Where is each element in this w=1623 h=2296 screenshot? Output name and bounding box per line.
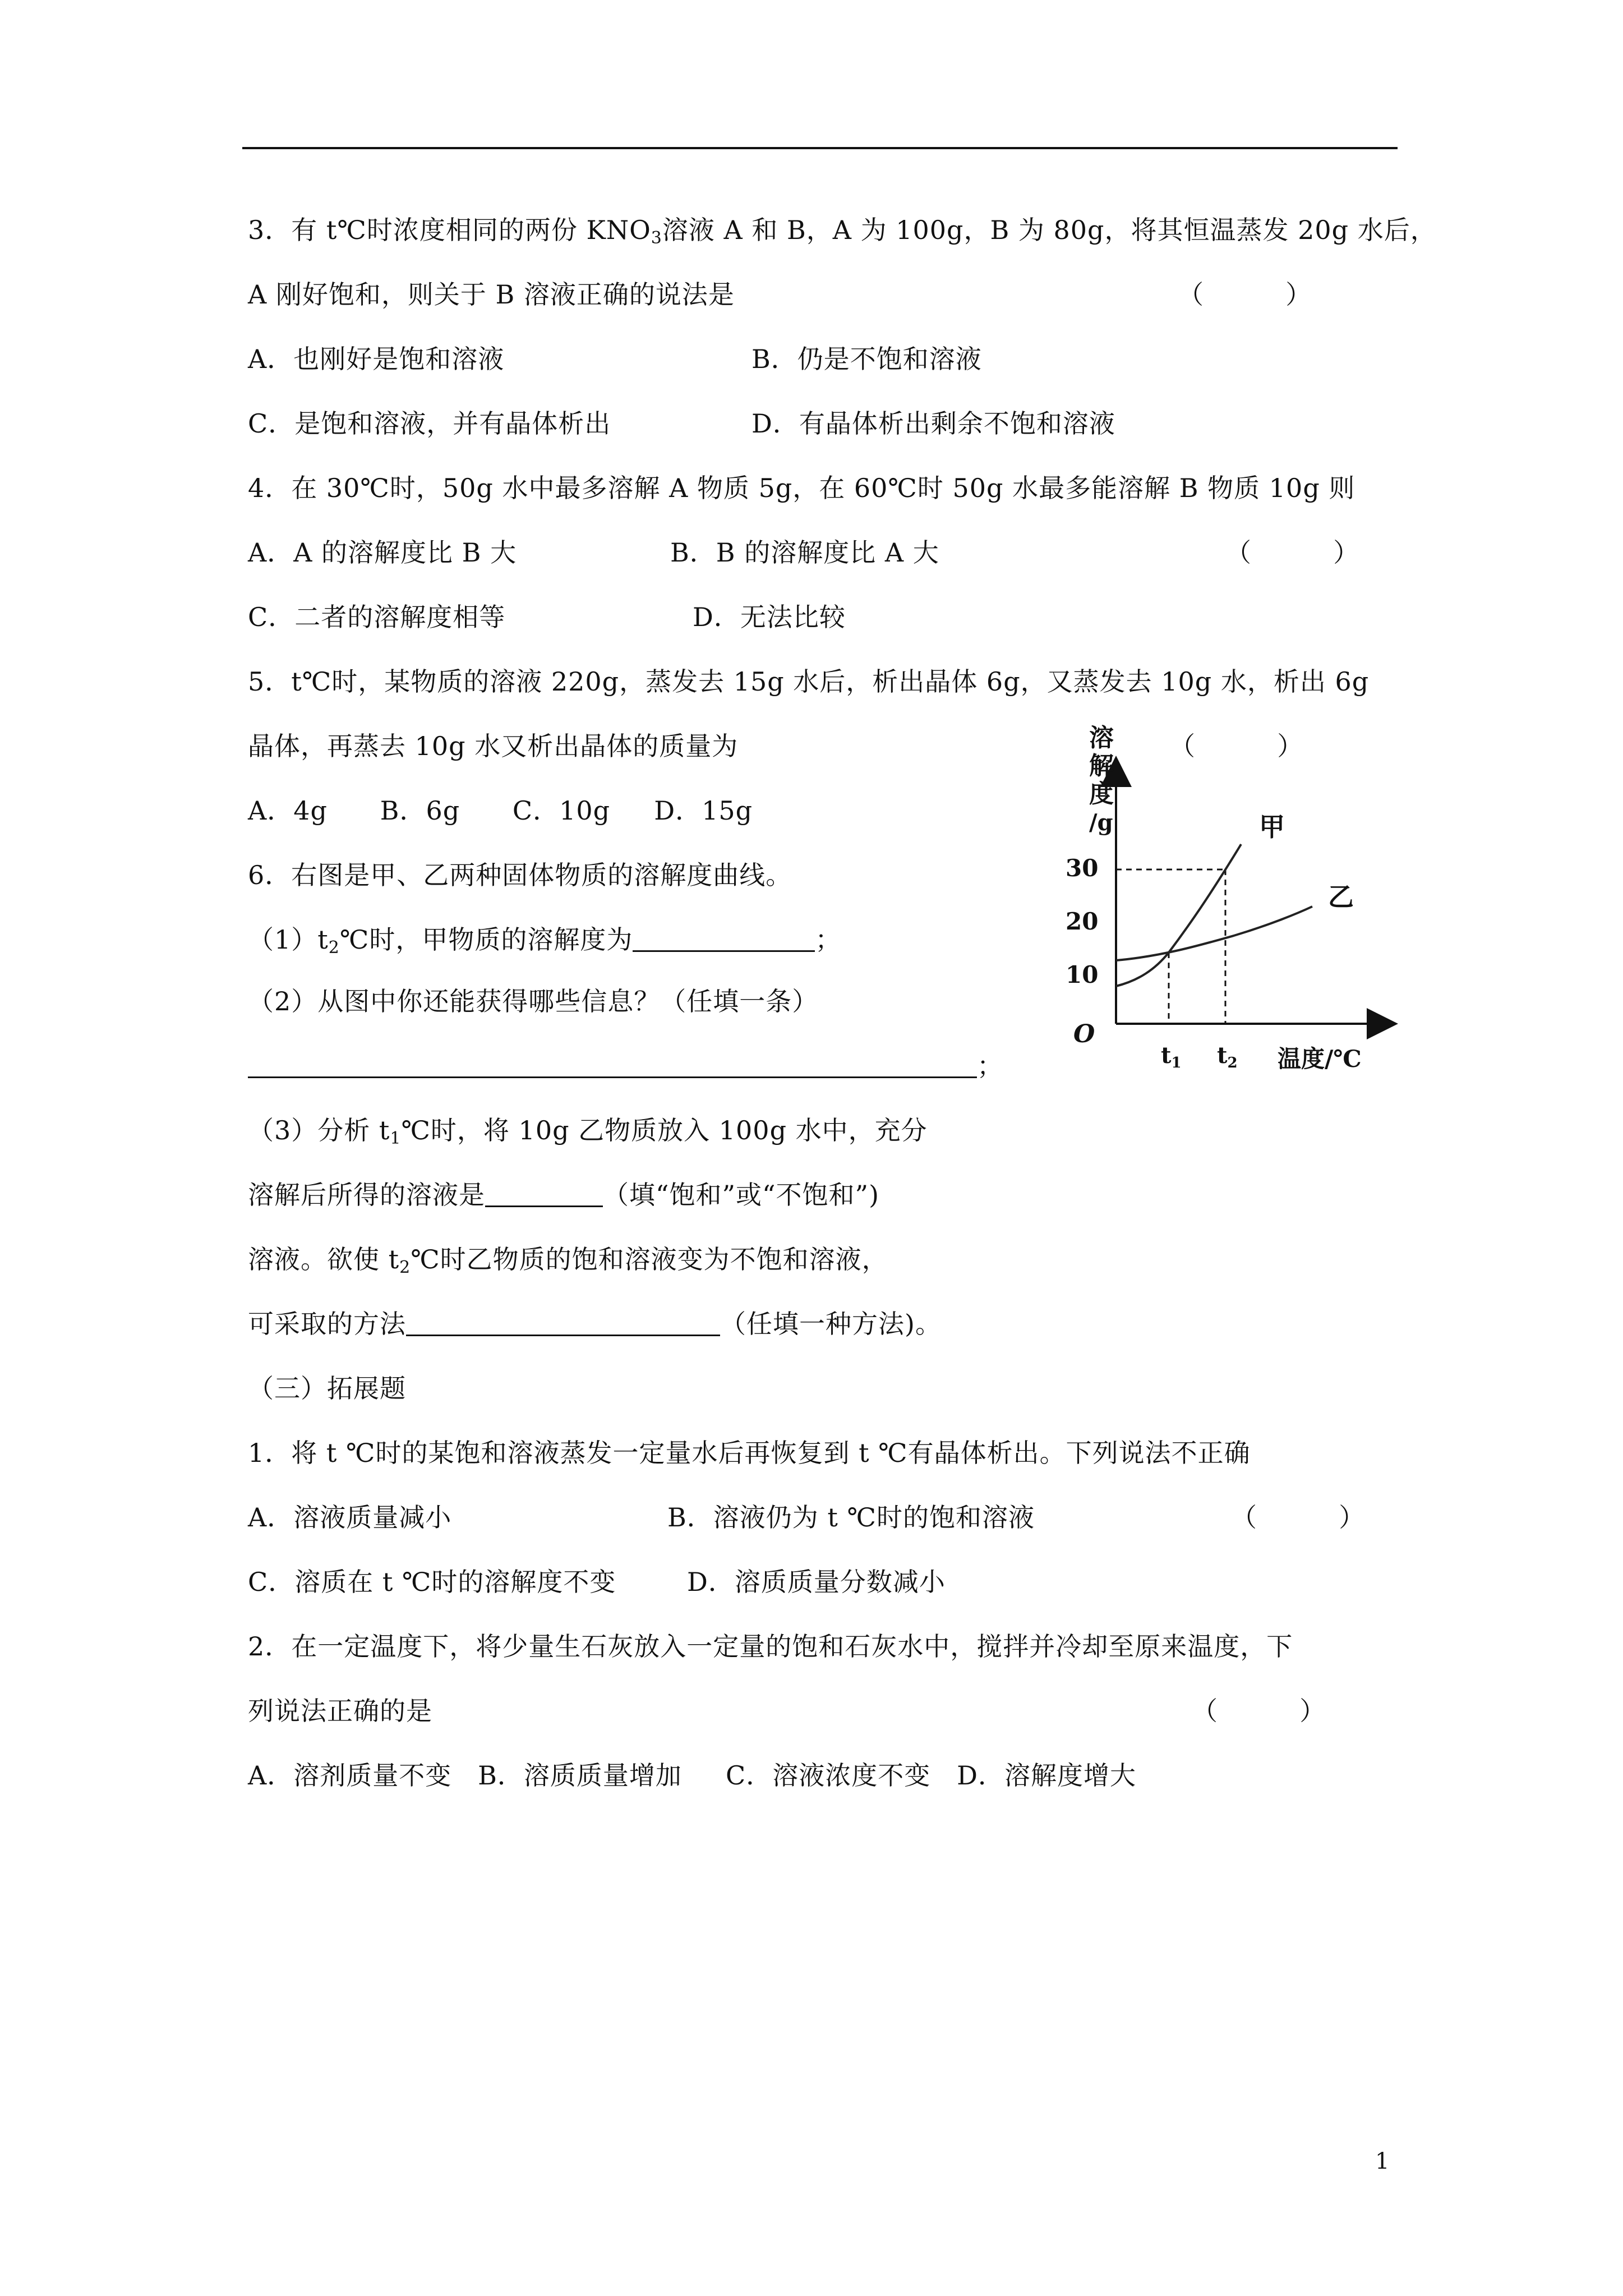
y-label-char-3: 度: [1089, 780, 1114, 808]
header-rule: [242, 147, 1398, 149]
ext2-answer-parens: （ ）: [1192, 1696, 1326, 1726]
q6-part3-method-blank[interactable]: [406, 1303, 720, 1336]
q3-answer-parens: （ ）: [1178, 279, 1312, 310]
q3-option-d: D．有晶体析出剩余不饱和溶液: [751, 408, 1115, 439]
curve-jia: [1116, 844, 1241, 986]
x-tick-t2: $t_2$: [1217, 1042, 1238, 1071]
ext1-answer-parens: （ ）: [1231, 1502, 1365, 1533]
curve-yi: [1116, 907, 1312, 960]
curve-jia-label: 甲: [1259, 812, 1285, 842]
q4-option-a: A．A 的溶解度比 B 大: [248, 537, 517, 568]
ext2-stem-line1: 2．在一定温度下，将少量生石灰放入一定量的饱和石灰水中，搅拌并冷却至原来温度，下: [248, 1631, 1293, 1662]
q6-part3-line1: （3）分析 $t_1℃$时，将 10g 乙物质放入 100g 水中，充分: [248, 1115, 928, 1148]
q4-answer-parens: （ ）: [1225, 537, 1359, 568]
q4-option-b: B．B 的溶解度比 A 大: [670, 537, 939, 568]
page-number: 1: [1375, 2148, 1390, 2174]
q5-options: A．4g B．6g C．10g D．15g: [248, 795, 753, 826]
x-axis-label: 温度/℃: [1278, 1045, 1362, 1073]
origin-label: O: [1073, 1020, 1095, 1048]
ext1-option-d: D．溶质质量分数减小: [687, 1567, 946, 1597]
q4-stem: 4．在 30℃时，50g 水中最多溶解 A 物质 5g，在 60℃时 50g 水最多能溶解 B 物质 10g 则: [248, 473, 1355, 503]
section-title: （三）拓展题: [248, 1373, 406, 1404]
y-label-unit: /g: [1089, 809, 1113, 836]
q6-part2: （2）从图中你还能获得哪些信息？（任填一条）: [248, 986, 819, 1016]
ext2-options: A．溶剂质量不变 B．溶质质量增加 C．溶液浓度不变 D．溶解度增大: [248, 1760, 1136, 1791]
q3-option-a: A．也刚好是饱和溶液: [248, 344, 505, 374]
q6-part3-line4: 可采取的方法 （任填一种方法)。: [248, 1301, 942, 1346]
ext1-option-b: B．溶液仍为 t ℃时的饱和溶液: [667, 1502, 1035, 1533]
y-tick-20: 20: [1066, 908, 1099, 935]
q3-stem-line2: A 刚好饱和，则关于 B 溶液正确的说法是: [248, 279, 735, 310]
ext1-option-a: A．溶液质量减小: [248, 1502, 452, 1533]
q6-part1-blank[interactable]: [633, 919, 815, 952]
curve-yi-label: 乙: [1328, 882, 1354, 912]
y-label-char-1: 溶: [1089, 724, 1114, 752]
q6-part3-saturation-blank[interactable]: [485, 1174, 603, 1207]
q6-part3-line3: 溶液。欲使 $t_2℃$时乙物质的饱和溶液变为不饱和溶液，: [248, 1244, 888, 1277]
ext2-stem-line2: 列说法正确的是: [248, 1696, 432, 1726]
y-tick-30: 30: [1066, 854, 1099, 882]
q6-part2-blank[interactable]: [248, 1045, 977, 1078]
q6-part1: $(1)t_2℃$时，甲物质的溶解度为 ；: [248, 917, 841, 962]
q3-stem-line1: 3．有 t℃时浓度相同的两份 $KNO_3$溶液 A 和 B，A 为 100g，B 为 80g，将其恒温蒸发 20g 水后，: [248, 215, 1437, 248]
y-label-char-2: 解: [1089, 752, 1114, 780]
q4-option-c: C．二者的溶解度相等: [248, 602, 506, 632]
q6-stem: 6．右图是甲、乙两种固体物质的溶解度曲线。: [248, 860, 792, 890]
q6-part2-answer-line: ；: [248, 1043, 1003, 1088]
y-tick-10: 10: [1066, 961, 1099, 988]
x-tick-t1: $t_1$: [1161, 1042, 1182, 1071]
ext1-stem: 1．将 t ℃时的某饱和溶液蒸发一定量水后再恢复到 t ℃有晶体析出。下列说法不正确: [248, 1438, 1251, 1468]
q5-answer-parens: （ ）: [1169, 731, 1303, 761]
solubility-curve-figure: [1054, 718, 1402, 1088]
q6-part3-line2: 溶解后所得的溶液是 （填“饱和”或“不饱和”): [248, 1172, 879, 1217]
q3-option-c: C．是饱和溶液，并有晶体析出: [248, 408, 611, 439]
q5-stem-line2: 晶体，再蒸去 10g 水又析出晶体的质量为: [248, 731, 739, 761]
q3-option-b: B．仍是不饱和溶液: [751, 344, 982, 374]
ext1-option-c: C．溶质在 t ℃时的溶解度不变: [248, 1567, 616, 1597]
q4-option-d: D．无法比较: [693, 602, 846, 632]
q5-stem-line1: 5．t℃时，某物质的溶液 220g，蒸发去 15g 水后，析出晶体 6g，又蒸发去 10g 水，析出 6g: [248, 666, 1370, 697]
